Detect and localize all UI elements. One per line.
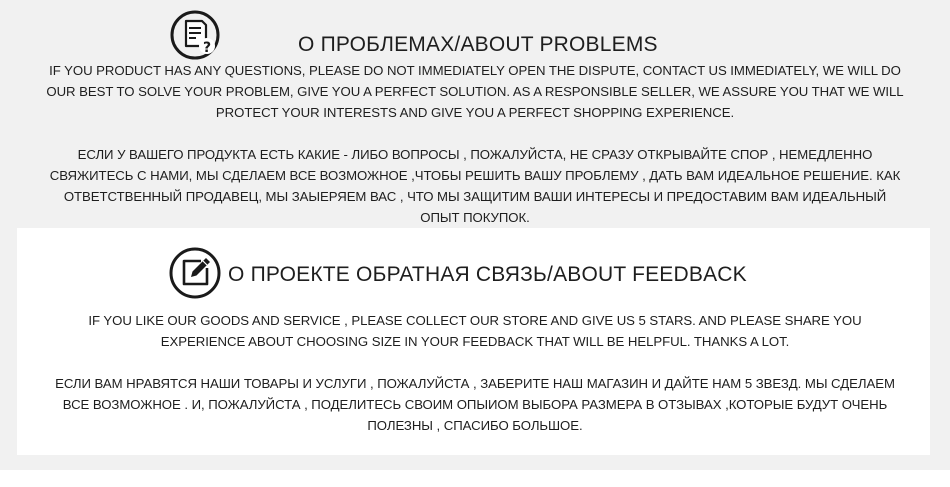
problems-paragraph-ru: ЕСЛИ У ВАШЕГО ПРОДУКТА ЕСТЬ КАКИЕ - ЛИБО ВОПРОСЫ , ПОЖАЛУЙСТА, НЕ СРАЗУ ОТКРЫВАЙТЕ СПОР , НЕМЕДЛЕННО СВЯЖИТЕСЬ С НАМИ, МЫ СДЕЛАЕМ ВСЕ ВОЗМОЖНОЕ ,ЧТОБЫ РЕШИТЬ ВАШУ ПРОБЛЕМУ , ДАТЬ ВАМ ИДЕАЛЬНОЕ РЕШЕНИЕ. КАК ОТВЕТСТВЕННЫЙ ПРОДАВЕЦ, МЫ ЗАЫЕРЯЕМ ВАС , ЧТО МЫ ЗАЩИТИМ ВАШИ ИНТЕРЕСЫ И ПРЕДОСТАВИМ ВАМ ИДЕАЛЬНЫЙ ОПЫТ ПОКУПОК. [49, 147, 901, 225]
problems-paragraph-en: IF YOU PRODUCT HAS ANY QUESTIONS, PLEASE DO NOT IMMEDIATELY OPEN THE DISPUTE, CONTACT US IMMEDIATELY, WE WILL DO OUR BEST TO SOLVE YOUR PROBLEM, GIVE YOU A PERFECT SOLUTION. AS A RESPONSIBLE SELLER, WE ASSURE YOU THAT WE WILL PROTECT YOUR INTERESTS AND GIVE YOU A PERFECT SHOPPING EXPERIENCE. [46, 63, 904, 120]
feedback-paragraph-ru: ЕСЛИ ВАМ НРАВЯТСЯ НАШИ ТОВАРЫ И УСЛУГИ , ПОЖАЛУЙСТА , ЗАБЕРИТЕ НАШ МАГАЗИН И ДАЙТЕ НАМ 5 ЗВЕЗД. МЫ СДЕЛАЕМ ВСЕ ВОЗМОЖНОЕ . И, ПОЖАЛУЙСТА , ПОДЕЛИТЕСЬ СВОИМ ОПЫИОМ ВЫБОРА РАЗМЕРА В ОТЗЫВАХ ,КОТОРЫЕ БУДУТ ОЧЕНЬ ПОЛЕЗНЫ , СПАСИБО БОЛЬШОЕ. [55, 376, 895, 433]
question-document-icon [169, 10, 221, 65]
edit-pencil-icon [168, 246, 222, 305]
svg-text:?: ? [202, 40, 212, 56]
bottom-band [0, 470, 950, 487]
problems-title: О ПРОБЛЕМАХ/ABOUT PROBLEMS [298, 33, 658, 56]
feedback-paragraph-en: IF YOU LIKE OUR GOODS AND SERVICE , PLEASE COLLECT OUR STORE AND GIVE US 5 STARS. AND PLEASE SHARE YOU EXPERIENCE ABOUT CHOOSING SIZE IN YOUR FEEDBACK THAT WILL BE HELPFUL. THANKS A LOT. [88, 313, 862, 349]
feedback-title: О ПРОЕКТЕ ОБРАТНАЯ СВЯЗЬ/ABOUT FEEDBACK [228, 263, 747, 286]
